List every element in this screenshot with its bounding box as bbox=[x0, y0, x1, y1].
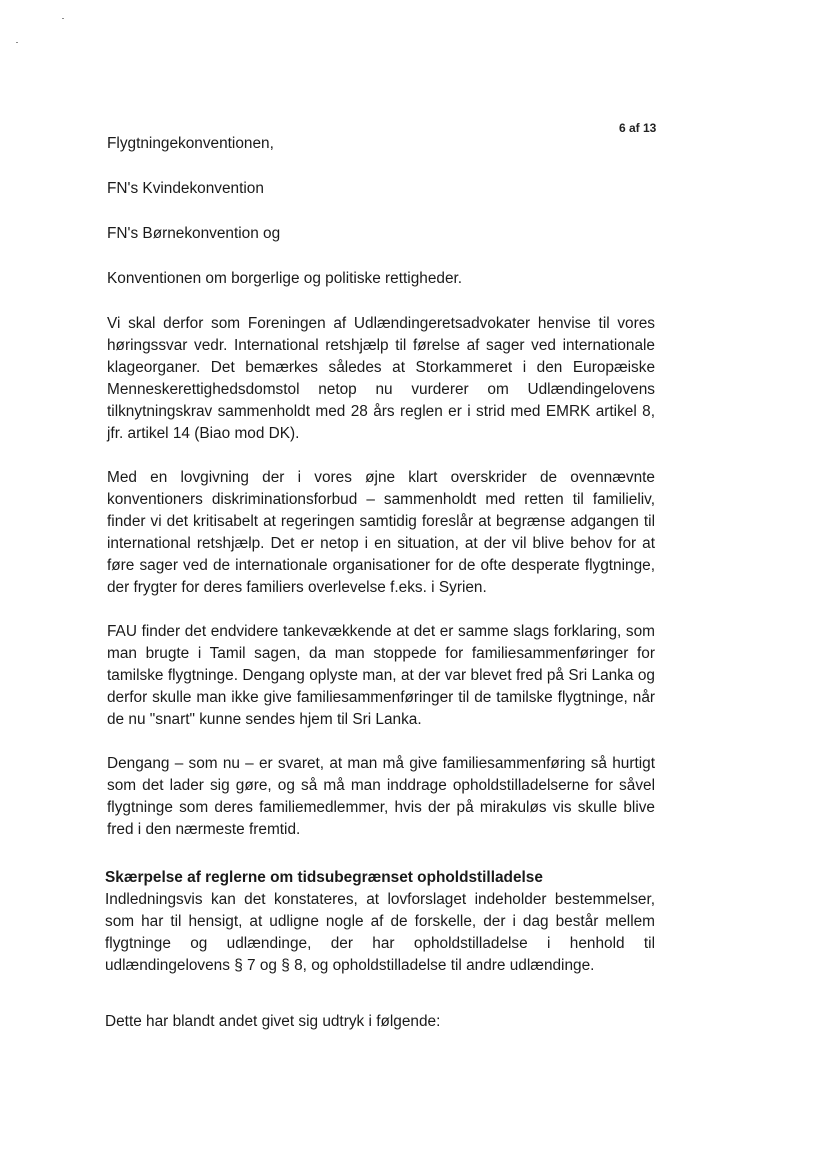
convention-item: Flygtningekonventionen, bbox=[107, 135, 274, 152]
section-paragraph: Indledningsvis kan det konstateres, at lovforslaget indeholder bestemmelser, som har til hensigt, at udligne nogle af de forskelle, der i dag består mellem flygtninge og udlændinge, der har opholdstilladelse i henhold til udlændingelovens § 7 og § 8, og opholdstilladelse til andre udlændinge. bbox=[105, 891, 655, 974]
paragraph: Vi skal derfor som Foreningen af Udlændingeretsadvokater henvise til vores høringssvar vedr. International retshjælp til førelse af sager ved internationale klageorganer. Det bemærkes således at Storkammeret i den Europæiske Menneskerettighedsdomstol netop nu vurderer om Udlændingelovens tilknytningskrav sammenholdt med 28 års reglen er i strid med EMRK artikel 8, jfr. artikel 14 (Biao mod DK). bbox=[107, 315, 655, 442]
paragraph: FAU finder det endvidere tankevækkende at det er samme slags forklaring, som man brugte i Tamil sagen, da man stoppede for familiesammenføringer for tamilske flygtninge. Dengang oplyste man, at der var blevet fred på Sri Lanka og derfor skulle man ikke give familiesammenføringer til de tamilske flygtninge, når de nu "snart" kunne sendes hjem til Sri Lanka. bbox=[107, 623, 655, 728]
convention-item: Konventionen om borgerlige og politiske rettigheder. bbox=[107, 270, 463, 287]
section-heading: Skærpelse af reglerne om tidsubegrænset opholdstilladelse bbox=[105, 869, 543, 886]
scan-speck bbox=[16, 42, 18, 43]
paragraph: Med en lovgivning der i vores øjne klart overskrider de ovennævnte konventioners diskriminationsforbud – sammenholdt med retten til familieliv, finder vi det kritisabelt at regeringen samtidig foreslår at begrænse adgangen til international retshjælp. Det er netop i en situation, at der vil blive behov for at føre sager ved de internationale organisationer for de ofte desperate flygtninge, der frygter for deres familiers overlevelse f.eks. i Syrien. bbox=[107, 469, 655, 596]
convention-item: FN's Børnekonvention og bbox=[107, 225, 281, 242]
scan-speck bbox=[62, 18, 64, 19]
paragraph: Dengang – som nu – er svaret, at man må give familiesammenføring så hurtigt som det lader sig gøre, og så må man inddrage opholdstilladelserne for såvel flygtninge som deres familiemedlemmer, hvis der på mirakuløs vis skulle blive fred i den nærmeste fremtid. bbox=[107, 755, 655, 838]
convention-item: FN's Kvindekonvention bbox=[107, 180, 264, 197]
closing-line: Dette har blandt andet givet sig udtryk i følgende: bbox=[105, 1013, 441, 1030]
page-number: 6 af 13 bbox=[619, 121, 657, 135]
